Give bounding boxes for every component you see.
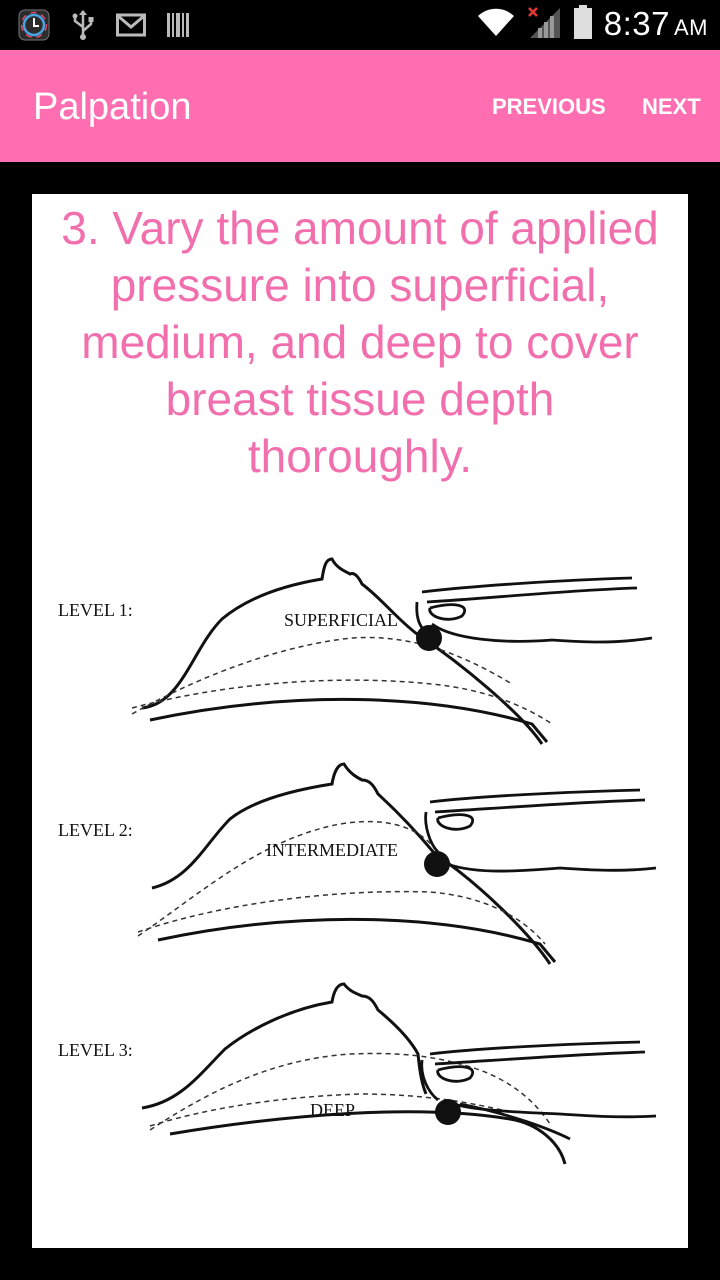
level-2-label: LEVEL 2:	[58, 820, 133, 840]
zone-label-deep: DEEP	[310, 1100, 355, 1120]
usb-icon	[70, 9, 96, 45]
step-line: medium, and deep to cover	[81, 316, 639, 368]
status-bar	[0, 0, 720, 50]
step-instruction	[32, 200, 688, 485]
next-button[interactable]: NEXT	[642, 94, 701, 119]
previous-button[interactable]: PREVIOUS	[492, 94, 606, 119]
level-3-diagram	[58, 984, 656, 1164]
barcode-icon	[166, 11, 190, 43]
gmail-icon	[116, 13, 146, 41]
step-line: thoroughly.	[247, 430, 473, 482]
content-card	[32, 194, 688, 1248]
app-notification-icon	[18, 9, 50, 45]
zone-label-superficial: SUPERFICIAL	[284, 610, 399, 630]
app-bar	[0, 50, 720, 162]
zone-label-intermediate: INTERMEDIATE	[266, 840, 398, 860]
wifi-icon	[476, 6, 516, 42]
step-line: pressure into superficial,	[110, 259, 610, 311]
level-1-diagram	[58, 559, 652, 744]
level-2-diagram	[58, 764, 656, 964]
palpation-levels-illustration	[32, 544, 688, 1184]
level-1-label: LEVEL 1:	[58, 600, 133, 620]
status-time: 8:37 AM	[603, 5, 708, 42]
step-line: breast tissue depth	[165, 373, 555, 425]
level-3-label: LEVEL 3:	[58, 1040, 133, 1060]
app-title: Palpation	[33, 86, 192, 128]
step-line: 3. Vary the amount of applied	[61, 202, 659, 254]
battery-icon	[572, 4, 594, 44]
signal-icon	[526, 4, 562, 44]
